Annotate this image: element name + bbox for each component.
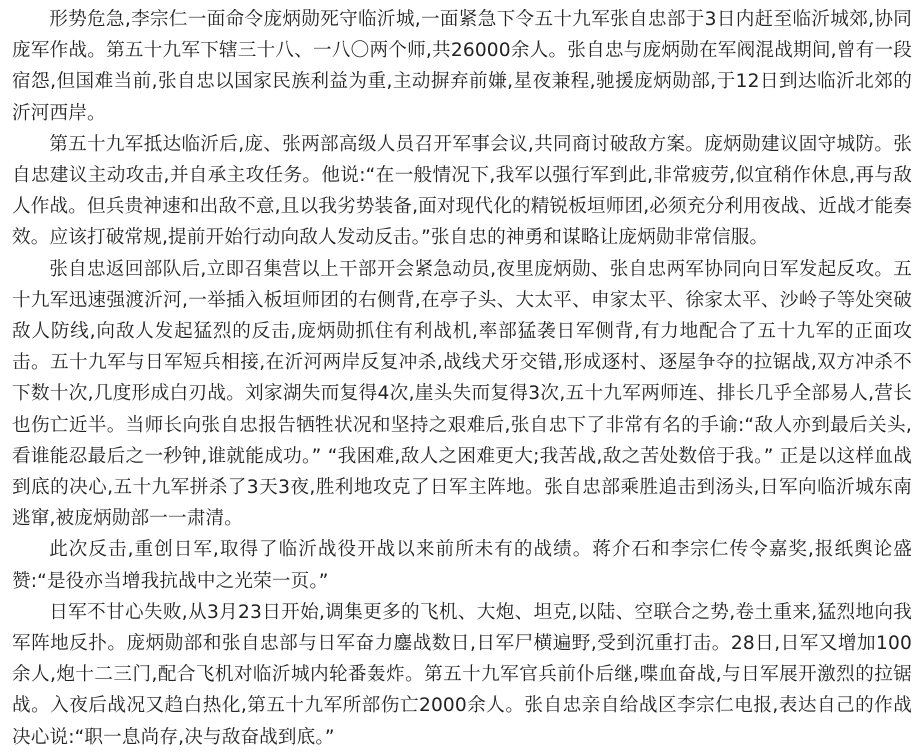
paragraph: 日军不甘心失败,从3月23日开始,调集更多的飞机、大炮、坦克,以陆、空联合之势,卷土重来,猛烈地向我军阵地反扑。庞炳勋部和张自忠部与日军奋力鏖战数日,日军尸横遍野,受到沉重打击。28日,日军又增加100余人,炮十二三门,配合飞机对临沂城内轮番轰炸。第五十九军官兵前仆后继,喋血奋战,与日军展开激烈的拉锯战。入夜后战况又趋白热化,第五十九军所部伤亡2000余人。张自忠亲自给战区李宗仁电报,表达自己的作战决心说:“职一息尚存,决与敌奋战到底。”	[12, 601, 912, 748]
paragraph: 张自忠返回部队后,立即召集营以上干部开会紧急动员,夜里庞炳勋、张自忠两军协同向日军发起反攻。五十九军迅速强渡沂河,一举插入板垣师团的右侧背,在亭子头、大太平、申家太平、徐家太平、沙岭子等处突破敌人防线,向敌人发起猛烈的反击,庞炳勋抓住有利战机,率部猛袭日军侧背,有力地配合了五十九军的正面攻击。五十九军与日军短兵相接,在沂河两岸反复冲杀,战线犬牙交错,形成逐村、逐屋争夺的拉锯战,双方冲杀不下数十次,几度形成白刃战。刘家湖失而复得4次,崖头失而复得3次,五十九军两师连、排长几乎全部易人,营长也伤亡近半。当师长向张自忠报告牺牲状况和坚持之艰难后,张自忠下了非常有名的手谕:“敌人亦到最后关头,看谁能忍最后之一秒钟,谁就能成功。” “我困难,敌人之困难更大;我苦战,敌之苦处数倍于我。” 正是以这样血战到底的决心,五十九军拼杀了3天3夜,胜利地攻克了日军主阵地。张自忠部乘胜追击到汤头,日军向临沂城东南逃窜,被庞炳勋部一一肃清。	[12, 258, 912, 530]
paragraph: 形势危急,李宗仁一面命令庞炳勋死守临沂城,一面紧急下令五十九军张自忠部于3日内赶至临沂城郊,协同庞军作战。第五十九军下辖三十八、一八〇两个师,共26000余人。张自忠与庞炳勋在军阀混战期间,曾有一段宿怨,但国难当前,张自忠以国家民族利益为重,主动摒弃前嫌,星夜兼程,驰援庞炳勋部,于12日到达临沂北郊的沂河西岸。	[12, 9, 912, 124]
paragraph: 此次反击,重创日军,取得了临沂战役开战以来前所未有的战绩。蒋介石和李宗仁传令嘉奖,报纸舆论盛赞:“是役亦当增我抗战中之光荣一页。”	[12, 539, 912, 592]
paragraph: 第五十九军抵达临沂后,庞、张两部高级人员召开军事会议,共同商讨破敌方案。庞炳勋建议固守城防。张自忠建议主动攻击,并自承主攻任务。他说:“在一般情况下,我军以强行军到此,非常疲劳,似宜稍作休息,再与敌人作战。但兵贵神速和出敌不意,且以我劣势装备,面对现代化的精锐板垣师团,必须充分利用夜战、近战才能奏效。应该打破常规,提前开始行动向敌人发动反击。”张自忠的神勇和谋略让庞炳勋非常信服。	[12, 133, 912, 249]
